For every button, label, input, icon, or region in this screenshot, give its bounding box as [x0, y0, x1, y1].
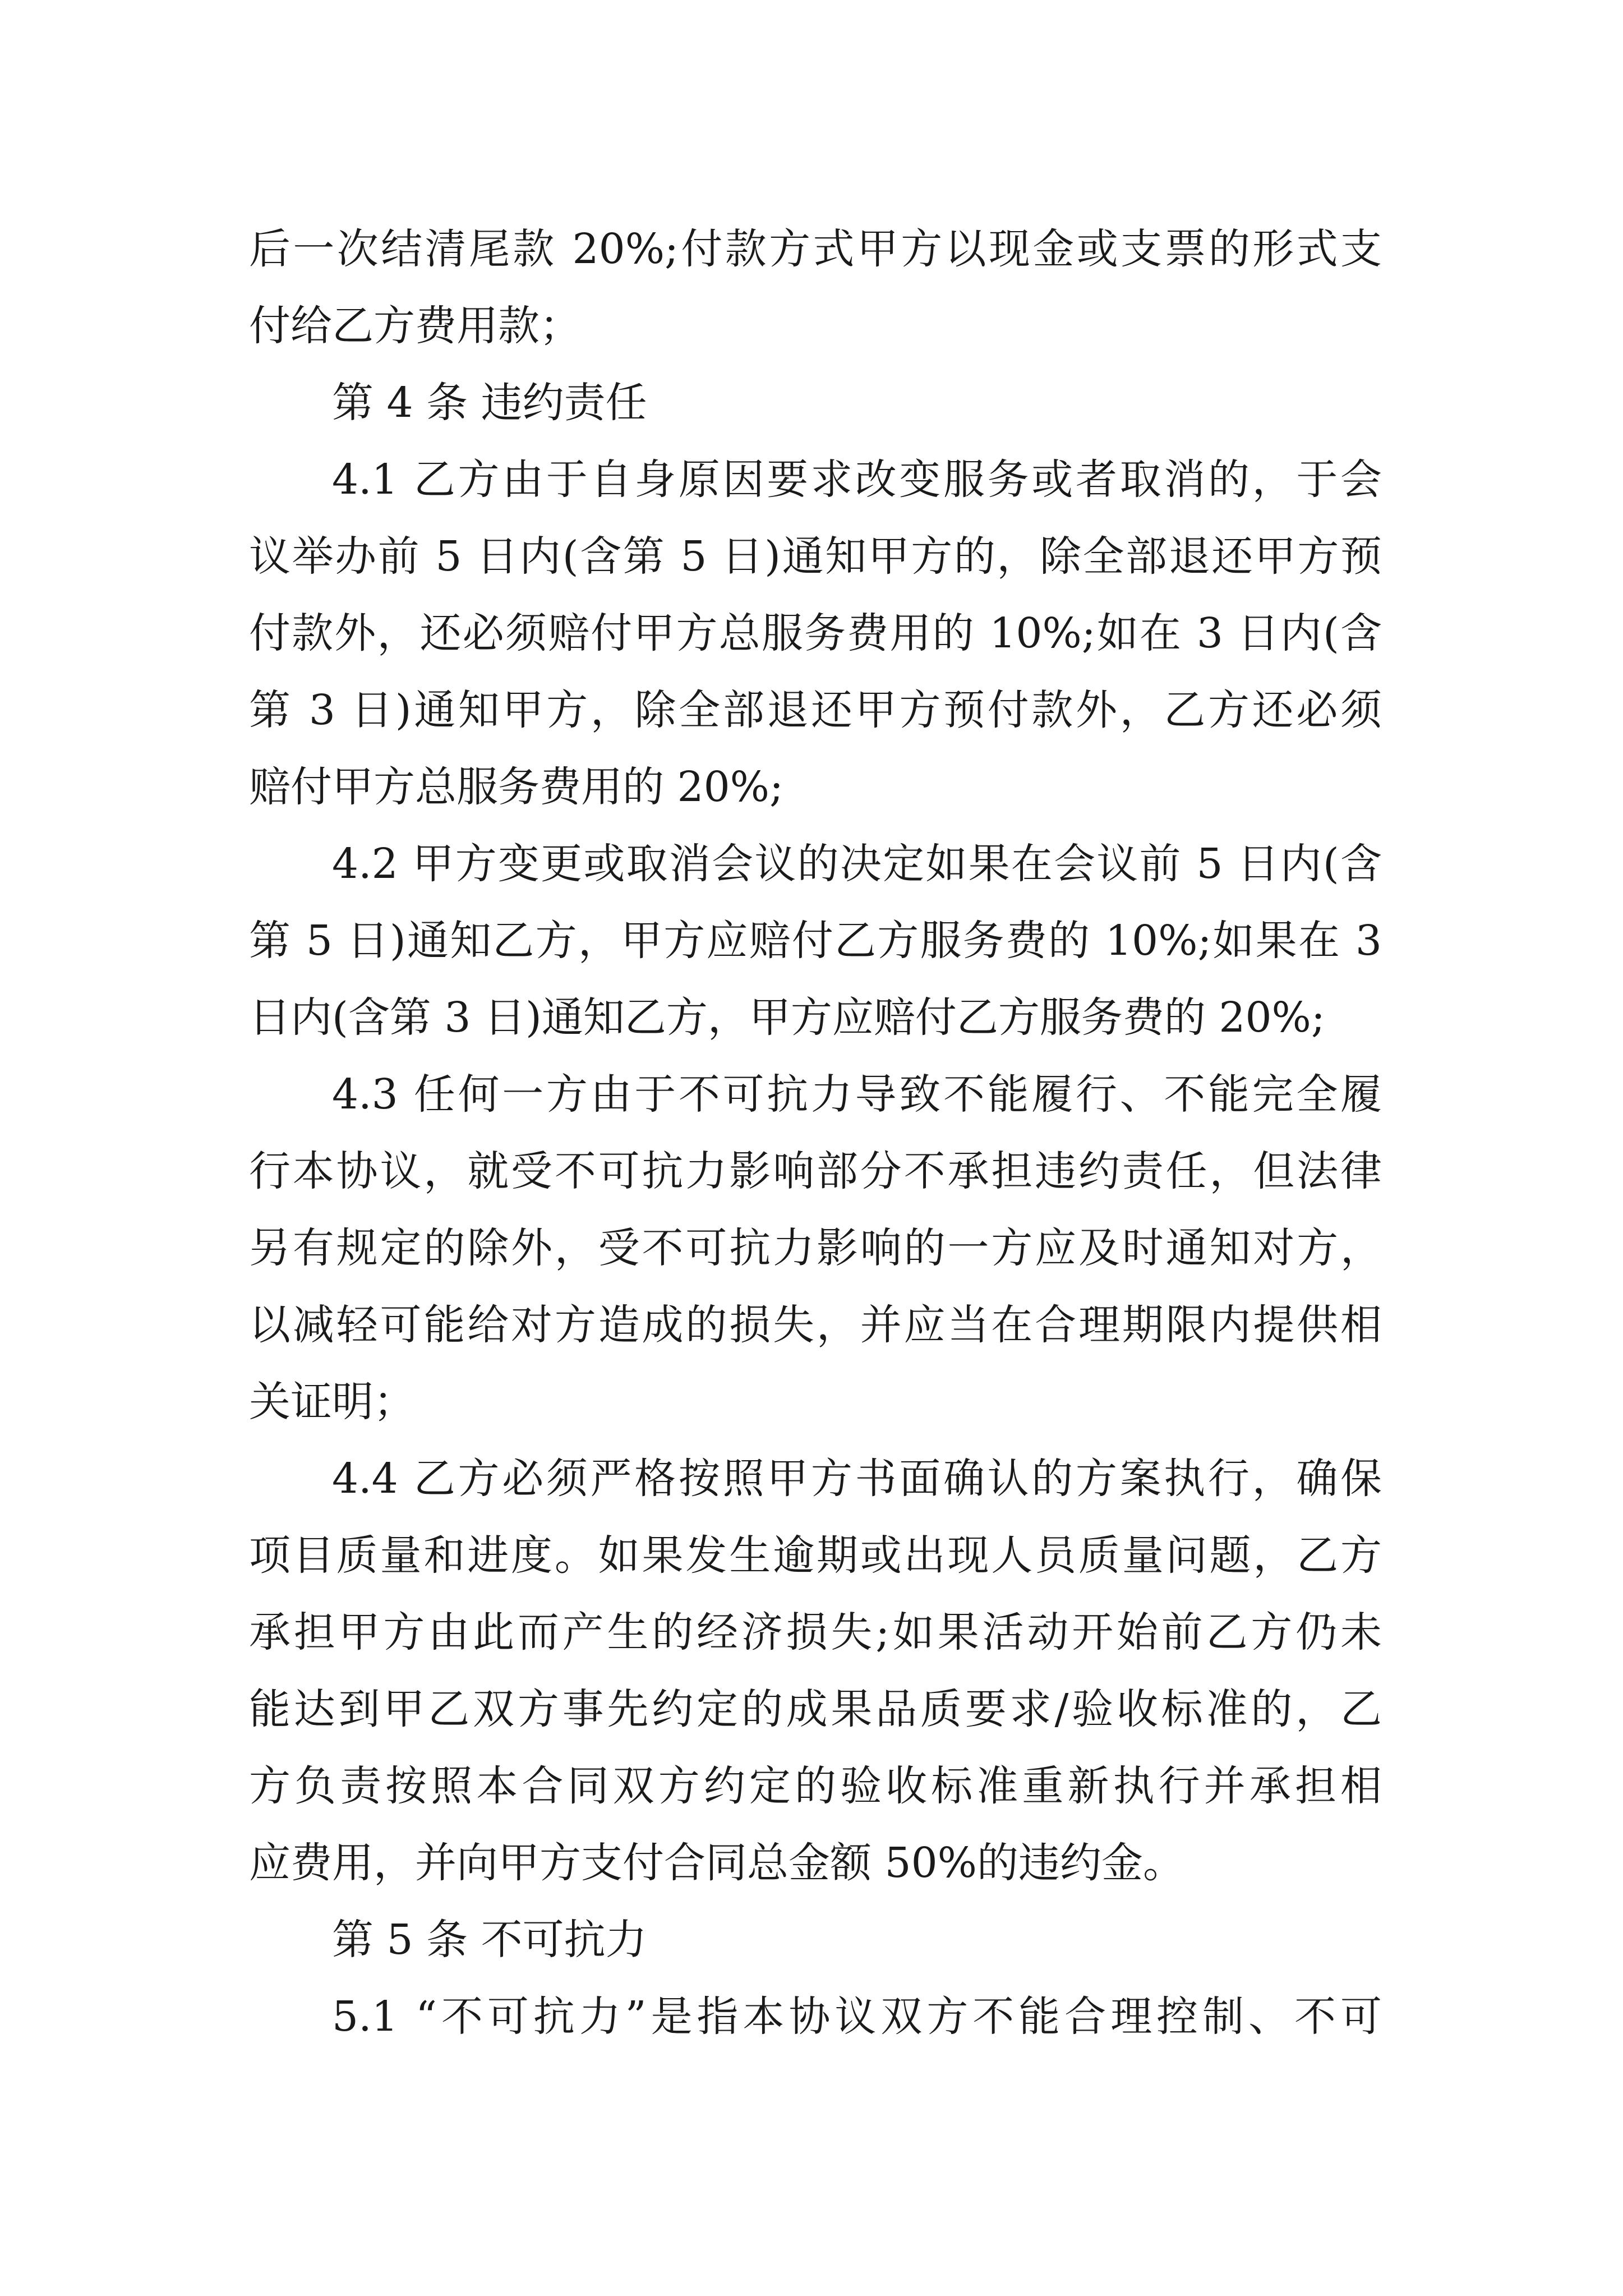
section-heading: 第 5 条 不可抗力	[332, 1916, 647, 1964]
clause-5-1	[249, 1978, 1382, 2055]
text-line: 以减轻可能给对方造成的损失，并应当在合理期限内提供相	[249, 1301, 1382, 1349]
text-line: 付给乙方费用款；	[249, 302, 581, 350]
text-line: 关证明；	[249, 1378, 415, 1426]
text-line: 方负责按照本合同双方约定的验收标准重新执行并承担相	[249, 1762, 1382, 1810]
text-line: 议举办前 5 日内(含第 5 日)通知甲方的，除全部退还甲方预	[249, 532, 1382, 581]
clause-4-2	[249, 826, 1382, 1056]
text-line: 付款外，还必须赔付甲方总服务费用的 10%;如在 3 日内(含	[249, 609, 1382, 657]
text-line: 行本协议，就受不可抗力影响部分不承担违约责任，但法律	[249, 1147, 1382, 1195]
text-line: 4.4 乙方必须严格按照甲方书面确认的方案执行，确保	[332, 1455, 1382, 1503]
text-line: 4.3 任何一方由于不可抗力导致不能履行、不能完全履	[332, 1070, 1382, 1119]
text-line: 第 5 日)通知乙方，甲方应赔付乙方服务费的 10%;如果在 3	[249, 917, 1382, 965]
text-line: 能达到甲乙双方事先约定的成果品质要求/验收标准的，乙	[249, 1685, 1382, 1733]
paragraph-continuation	[249, 211, 1382, 365]
clause-4-3	[249, 1056, 1382, 1441]
section-heading: 第 4 条 违约责任	[332, 379, 647, 427]
text-line: 后一次结清尾款 20%;付款方式甲方以现金或支票的形式支	[249, 225, 1382, 273]
text-line: 承担甲方由此而产生的经济损失;如果活动开始前乙方仍未	[249, 1608, 1382, 1657]
text-line: 日内(含第 3 日)通知乙方，甲方应赔付乙方服务费的 20%;	[249, 993, 1325, 1042]
article-5-heading	[249, 1902, 1382, 1978]
text-line: 第 3 日)通知甲方，除全部退还甲方预付款外，乙方还必须	[249, 686, 1382, 734]
text-line: 4.2 甲方变更或取消会议的决定如果在会议前 5 日内(含	[332, 840, 1382, 888]
text-line: 另有规定的除外，受不可抗力影响的一方应及时通知对方，	[249, 1224, 1382, 1272]
text-line: 4.1 乙方由于自身原因要求改变服务或者取消的，于会	[332, 455, 1382, 504]
text-line: 5.1 “不可抗力”是指本协议双方不能合理控制、不可	[332, 1993, 1382, 2041]
clause-4-4	[249, 1441, 1382, 1902]
text-line: 项目质量和进度。如果发生逾期或出现人员质量问题，乙方	[249, 1531, 1382, 1580]
text-line: 应费用，并向甲方支付合同总金额 50%的违约金。	[249, 1839, 1184, 1887]
document-body	[249, 211, 1382, 2055]
article-4-heading	[249, 365, 1382, 441]
clause-4-1	[249, 441, 1382, 826]
text-line: 赔付甲方总服务费用的 20%;	[249, 763, 783, 811]
